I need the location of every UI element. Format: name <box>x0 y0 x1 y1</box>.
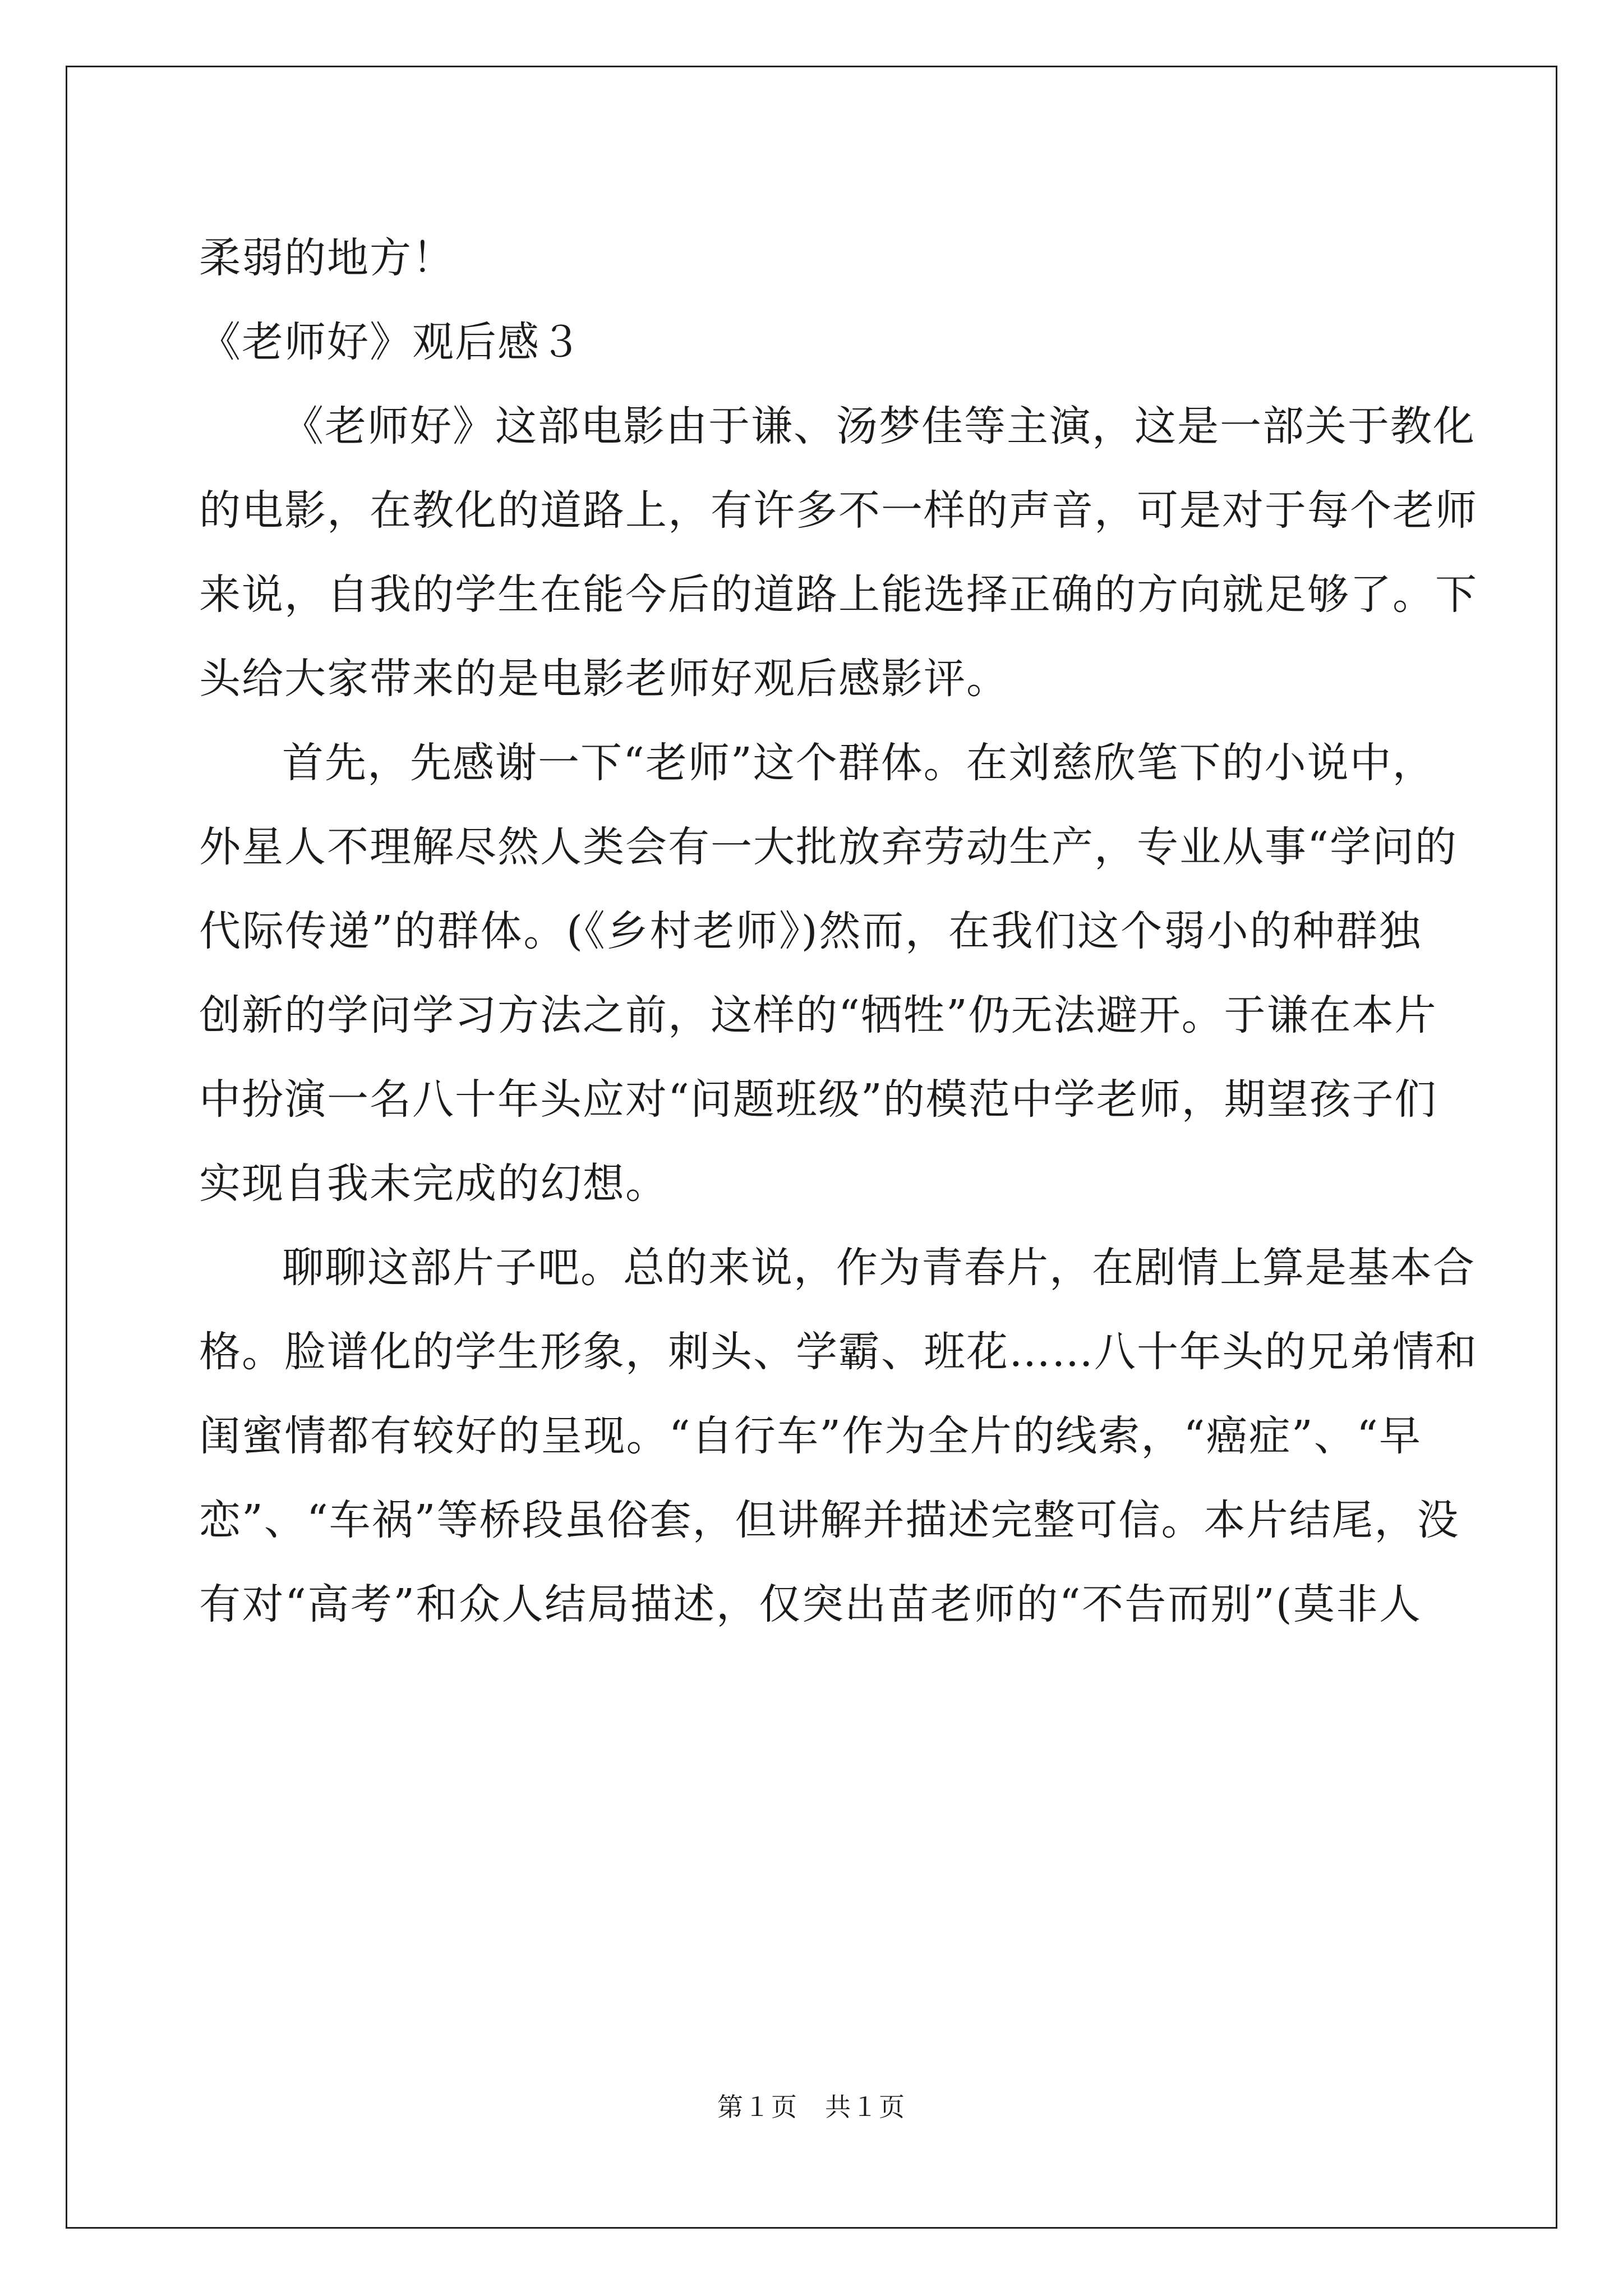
section-heading: 《老师好》观后感３ <box>199 318 583 366</box>
text-line: 闺蜜情都有较好的呈现。“自行车”作为全片的线索，“癌症”、“早 <box>199 1412 1422 1460</box>
text-line: 聊聊这部片子吧。总的来说，作为青春片，在剧情上算是基本合 <box>282 1244 1476 1292</box>
text-line: 的电影，在教化的道路上，有许多不一样的声音，可是对于每个老师 <box>199 486 1478 535</box>
text-line: 柔弱的地方！ <box>199 234 455 282</box>
text-line: 《老师好》这部电影由于谦、汤梦佳等主演，这是一部关于教化 <box>282 402 1476 450</box>
document-body <box>199 216 1478 1646</box>
text-line: 首先，先感谢一下“老师”这个群体。在刘慈欣笔下的小说中， <box>282 739 1435 787</box>
text-line: 创新的学问学习方法之前，这样的“牺牲”仍无法避开。于谦在本片 <box>199 991 1437 1039</box>
text-line: 头给大家带来的是电影老师好观后感影评。 <box>199 655 1009 703</box>
text-line: 外星人不理解尽然人类会有一大批放弃劳动生产，专业从事“学问的 <box>199 823 1458 871</box>
page-number: 第１页 共１页 <box>717 2092 906 2122</box>
text-line: 代际传递”的群体。(《乡村老师》)然而，在我们这个弱小的种群独 <box>199 907 1422 955</box>
text-line: 格。脸谱化的学生形象，刺头、学霸、班花……八十年头的兄弟情和 <box>199 1328 1478 1376</box>
text-line: 恋”、“车祸”等桥段虽俗套，但讲解并描述完整可信。本片结尾，没 <box>199 1496 1460 1544</box>
text-line: 实现自我未完成的幻想。 <box>199 1159 668 1208</box>
text-line: 中扮演一名八十年头应对“问题班级”的模范中学老师，期望孩子们 <box>199 1075 1437 1124</box>
text-line: 有对“高考”和众人结局描述，仅突出苗老师的“不告而别”(莫非人 <box>199 1580 1422 1628</box>
text-line: 来说，自我的学生在能今后的道路上能选择正确的方向就足够了。下 <box>199 570 1478 619</box>
